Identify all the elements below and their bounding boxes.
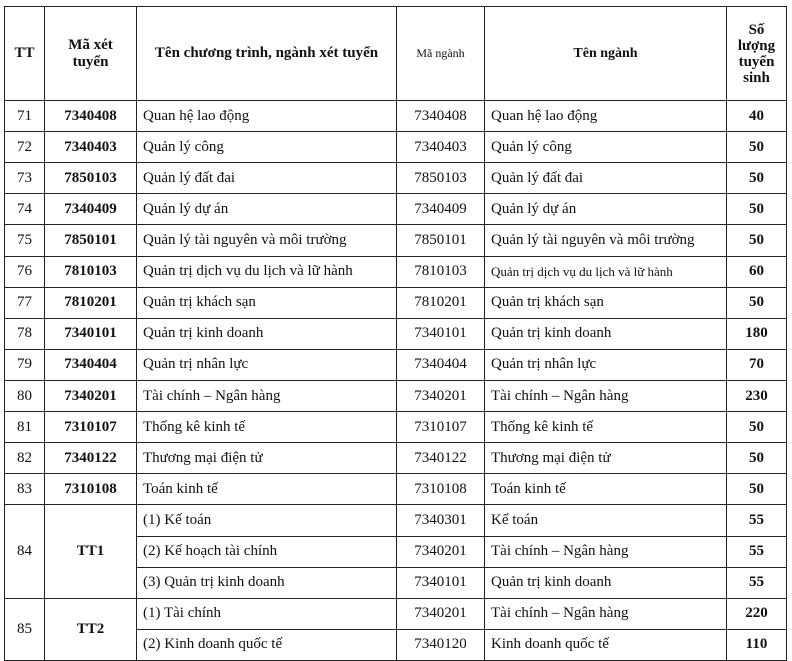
cell-quota: 55: [727, 567, 787, 598]
cell-tt: 84: [5, 505, 45, 598]
cell-program: Quản lý tài nguyên và môi trường: [137, 225, 397, 256]
cell-quota: 60: [727, 256, 787, 287]
cell-admission-code: 7340101: [45, 318, 137, 349]
cell-quota: 220: [727, 598, 787, 629]
cell-program: Toán kinh tế: [137, 474, 397, 505]
header-row: [5, 7, 787, 101]
cell-tt: 78: [5, 318, 45, 349]
cell-admission-code: TT2: [45, 598, 137, 660]
cell-major-name: Tài chính – Ngân hàng: [485, 536, 727, 567]
table-row: [5, 318, 787, 349]
cell-quota: 230: [727, 380, 787, 411]
cell-major-code: 7340122: [397, 443, 485, 474]
cell-quota: 50: [727, 474, 787, 505]
cell-major-name: Kế toán: [485, 505, 727, 536]
cell-program: Tài chính – Ngân hàng: [137, 380, 397, 411]
cell-major-code: 7340101: [397, 318, 485, 349]
cell-program: (1) Tài chính: [137, 598, 397, 629]
cell-program: (1) Kế toán: [137, 505, 397, 536]
cell-major-name: Quản trị nhân lực: [485, 349, 727, 380]
cell-tt: 72: [5, 132, 45, 163]
header-admission-code: Mã xét tuyển: [45, 7, 137, 101]
cell-major-code: 7850101: [397, 225, 485, 256]
cell-major-name: Quản trị dịch vụ du lịch và lữ hành: [485, 256, 727, 287]
cell-major-code: 7310108: [397, 474, 485, 505]
cell-tt: 73: [5, 163, 45, 194]
cell-program: Quản trị dịch vụ du lịch và lữ hành: [137, 256, 397, 287]
cell-major-name: Quản trị khách sạn: [485, 287, 727, 318]
table-row: [5, 101, 787, 132]
cell-program: Quản lý dự án: [137, 194, 397, 225]
cell-program: Quản trị khách sạn: [137, 287, 397, 318]
cell-quota: 50: [727, 443, 787, 474]
cell-major-code: 7340201: [397, 598, 485, 629]
header-major-name: Tên ngành: [485, 7, 727, 101]
cell-admission-code: 7340403: [45, 132, 137, 163]
cell-major-code: 7340120: [397, 629, 485, 660]
cell-tt: 71: [5, 101, 45, 132]
table-row: [5, 287, 787, 318]
cell-major-code: 7310107: [397, 412, 485, 443]
cell-admission-code: 7340404: [45, 349, 137, 380]
cell-quota: 50: [727, 287, 787, 318]
cell-major-name: Quan hệ lao động: [485, 101, 727, 132]
cell-tt: 74: [5, 194, 45, 225]
cell-major-code: 7810103: [397, 256, 485, 287]
table-row: [5, 256, 787, 287]
cell-tt: 82: [5, 443, 45, 474]
cell-major-name: Thống kê kinh tế: [485, 412, 727, 443]
cell-tt: 75: [5, 225, 45, 256]
cell-major-code: 7810201: [397, 287, 485, 318]
table-row: [5, 474, 787, 505]
cell-quota: 55: [727, 536, 787, 567]
cell-program: Quản lý công: [137, 132, 397, 163]
cell-quota: 50: [727, 194, 787, 225]
header-quota: Số lượng tuyển sinh: [727, 7, 787, 101]
cell-major-name: Tài chính – Ngân hàng: [485, 598, 727, 629]
cell-quota: 50: [727, 225, 787, 256]
cell-program: Quan hệ lao động: [137, 101, 397, 132]
table-row: [5, 225, 787, 256]
cell-tt: 81: [5, 412, 45, 443]
cell-program: Thống kê kinh tế: [137, 412, 397, 443]
table-row: [5, 163, 787, 194]
cell-tt: 85: [5, 598, 45, 660]
cell-major-name: Quản lý tài nguyên và môi trường: [485, 225, 727, 256]
cell-quota: 50: [727, 412, 787, 443]
cell-admission-code: 7310108: [45, 474, 137, 505]
cell-major-code: 7340409: [397, 194, 485, 225]
admissions-table: [4, 6, 787, 661]
cell-major-code: 7340301: [397, 505, 485, 536]
cell-tt: 77: [5, 287, 45, 318]
table-row: [5, 132, 787, 163]
cell-major-name: Kinh doanh quốc tế: [485, 629, 727, 660]
cell-major-name: Quản lý công: [485, 132, 727, 163]
cell-program: Quản lý đất đai: [137, 163, 397, 194]
cell-program: Quản trị nhân lực: [137, 349, 397, 380]
cell-major-code: 7340403: [397, 132, 485, 163]
cell-quota: 110: [727, 629, 787, 660]
cell-admission-code: 7850101: [45, 225, 137, 256]
cell-quota: 70: [727, 349, 787, 380]
header-program: Tên chương trình, ngành xét tuyển: [137, 7, 397, 101]
cell-quota: 55: [727, 505, 787, 536]
cell-quota: 50: [727, 163, 787, 194]
cell-major-code: 7850103: [397, 163, 485, 194]
cell-quota: 40: [727, 101, 787, 132]
cell-major-code: 7340201: [397, 380, 485, 411]
table-row-group-84: [5, 505, 787, 536]
cell-major-code: 7340404: [397, 349, 485, 380]
cell-major-name: Thương mại điện tử: [485, 443, 727, 474]
cell-program: Thương mại điện tử: [137, 443, 397, 474]
cell-program: (2) Kinh doanh quốc tế: [137, 629, 397, 660]
cell-tt: 83: [5, 474, 45, 505]
cell-tt: 79: [5, 349, 45, 380]
cell-major-name: Quản lý đất đai: [485, 163, 727, 194]
cell-admission-code: 7810103: [45, 256, 137, 287]
table-row: [5, 443, 787, 474]
table-row: [5, 194, 787, 225]
cell-major-name: Tài chính – Ngân hàng: [485, 380, 727, 411]
cell-major-name: Toán kinh tế: [485, 474, 727, 505]
table-row: [5, 412, 787, 443]
table-row: [5, 380, 787, 411]
cell-admission-code: 7310107: [45, 412, 137, 443]
table-row: [5, 349, 787, 380]
cell-major-code: 7340201: [397, 536, 485, 567]
cell-tt: 80: [5, 380, 45, 411]
header-tt: TT: [5, 7, 45, 101]
header-major-code: Mã ngành: [397, 7, 485, 101]
cell-admission-code: 7340122: [45, 443, 137, 474]
cell-major-name: Quản trị kinh doanh: [485, 318, 727, 349]
cell-program: Quản trị kinh doanh: [137, 318, 397, 349]
cell-program: (3) Quản trị kinh doanh: [137, 567, 397, 598]
cell-major-code: 7340101: [397, 567, 485, 598]
cell-major-name: Quản trị kinh doanh: [485, 567, 727, 598]
cell-major-name: Quản lý dự án: [485, 194, 727, 225]
cell-quota: 180: [727, 318, 787, 349]
table-row-group-85: [5, 598, 787, 629]
cell-program: (2) Kế hoạch tài chính: [137, 536, 397, 567]
cell-tt: 76: [5, 256, 45, 287]
cell-admission-code: 7340201: [45, 380, 137, 411]
cell-quota: 50: [727, 132, 787, 163]
cell-admission-code: 7340408: [45, 101, 137, 132]
cell-admission-code: 7810201: [45, 287, 137, 318]
cell-major-code: 7340408: [397, 101, 485, 132]
cell-admission-code: 7340409: [45, 194, 137, 225]
cell-admission-code: TT1: [45, 505, 137, 598]
cell-admission-code: 7850103: [45, 163, 137, 194]
